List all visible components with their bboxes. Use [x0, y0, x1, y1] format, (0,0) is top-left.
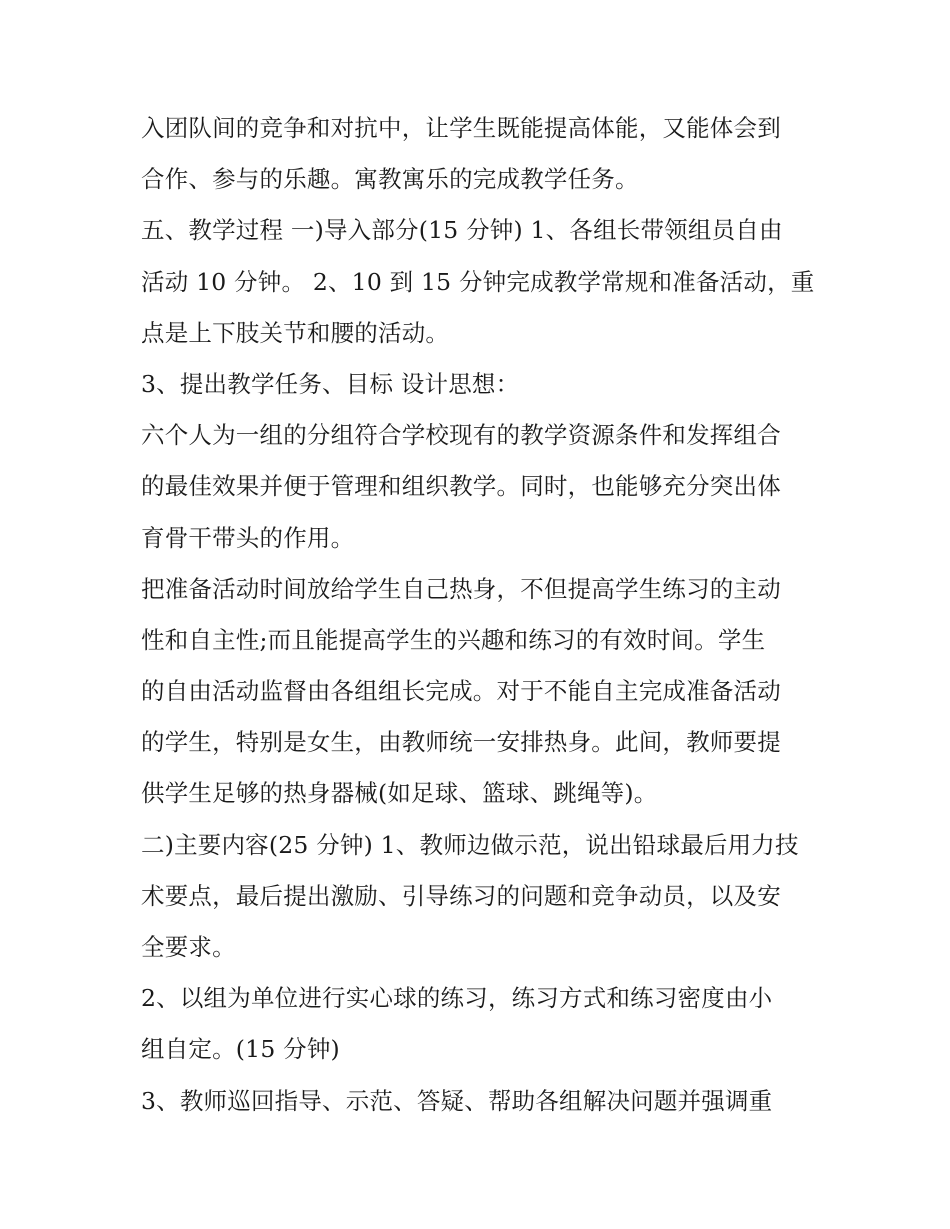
text-line: 把准备活动时间放给学生自己热身，不但提高学生练习的主动 [141, 574, 781, 603]
text-line: 二)主要内容(25 分钟) 1、教师边做示范，说出铅球最后用力技 [141, 830, 799, 859]
text-line: 3、教师巡回指导、示范、答疑、帮助各组解决问题并强调重 [141, 1086, 773, 1115]
text-line: 供学生足够的热身器械(如足球、篮球、跳绳等)。 [141, 779, 658, 808]
text-line: 3、提出教学任务、目标 设计思想： [141, 369, 520, 398]
text-line: 活动 10 分钟。 2、10 到 15 分钟完成教学常规和准备活动，重 [141, 267, 815, 296]
text-line: 2、以组为单位进行实心球的练习，练习方式和练习密度由小 [141, 984, 773, 1013]
text-line: 点是上下肢关节和腰的活动。 [141, 318, 450, 347]
text-line: 性和自主性;而且能提高学生的兴趣和练习的有效时间。学生 [141, 625, 766, 654]
text-line: 六个人为一组的分组符合学校现有的教学资源条件和发挥组合 [141, 421, 781, 450]
document-body [141, 103, 821, 1127]
text-line: 的学生，特别是女生，由教师统一安排热身。此间，教师要提 [141, 728, 781, 757]
text-line: 入团队间的竞争和对抗中，让学生既能提高体能，又能体会到 [141, 114, 781, 142]
text-line: 合作、参与的乐趣。寓教寓乐的完成教学任务。 [141, 165, 639, 194]
text-line: 五、教学过程 一)导入部分(15 分钟) 1、各组长带领组员自由 [141, 216, 783, 245]
text-line: 育骨干带头的作用。 [141, 523, 355, 552]
text-line: 术要点，最后提出激励、引导练习的问题和竞争动员，以及安 [141, 881, 781, 910]
text-line: 的最佳效果并便于管理和组织教学。同时，也能够充分突出体 [141, 472, 781, 501]
text-line: 的自由活动监督由各组组长完成。对于不能自主完成准备活动 [141, 677, 781, 706]
text-line: 组自定。(15 分钟) [141, 1035, 340, 1064]
text-line: 全要求。 [141, 933, 236, 961]
